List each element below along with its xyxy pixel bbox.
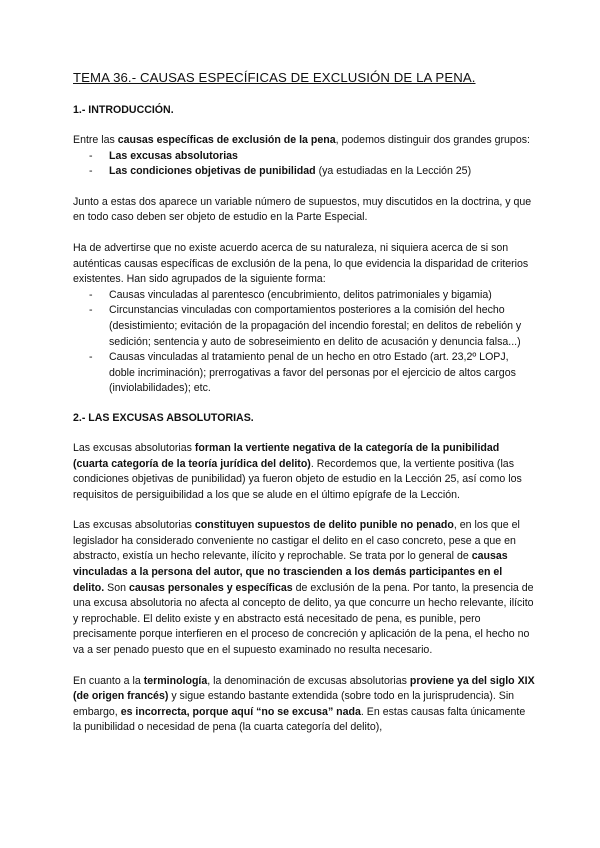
text-run: . Recordemos que, la vertiente positiva (las condiciones objetivas de punibilidad) ya fueron objeto de estudio en la Lección 25, así como los requisitos de persiguibilidad a los que se alude en el último epígrafe de la Lección. — [73, 457, 522, 501]
bold-text: forman la vertiente negativa de la categoría de la punibilidad (cuarta categoría de la teoría jurídica del delito) — [73, 441, 500, 470]
bold-text: Las condiciones objetivas de punibilidad — [109, 165, 316, 178]
text-run: , podemos distinguir dos grandes grupos: — [335, 134, 530, 146]
text-run: Las excusas absolutorias — [73, 519, 195, 532]
document-title: TEMA 36.- CAUSAS ESPECÍFICAS DE EXCLUSIÓN DE LA PENA. — [73, 70, 476, 85]
section-heading-excusas: 2.- LAS EXCUSAS ABSOLUTORIAS. — [73, 411, 254, 424]
bold-text: causas personales y específicas — [128, 581, 293, 594]
list-item — [73, 164, 535, 180]
bold-text: terminología — [143, 674, 208, 687]
document-page — [73, 70, 535, 751]
excusas-paragraph-1 — [73, 441, 535, 503]
intro-paragraph-3: Ha de advertirse que no existe acuerdo acerca de su naturaleza, ni siquiera acerca de si son auténticas causas específicas de exclusión de la pena, lo que evidencia la disparidad de criterios existentes. Han sido agrupados de la siguiente forma: — [73, 241, 529, 286]
list-item — [73, 149, 535, 165]
bold-text: proviene ya del siglo XIX (de origen francés) — [73, 674, 535, 703]
intro-paragraph-1 — [73, 133, 535, 149]
text-run: , la denominación de excusas absolutorias — [207, 674, 410, 687]
text-run: , en los que el legislador ha considerado conveniente no castigar el delito en el caso concreto, pese a que en abstracto, existía un hecho relevante, ilícito y reprochable. Se trata por lo general de — [73, 519, 520, 563]
intro-paragraph-2: Junto a estas dos aparece un variable número de supuestos, muy discutidos en la doctrina, y que en todo caso deben ser objeto de estudio en la Parte Especial. — [73, 195, 532, 224]
groups-list — [73, 149, 535, 180]
text-run: En cuanto a la — [73, 674, 144, 687]
list-item: - Circunstancias vinculadas con comportamientos posteriores a la comisión del hecho (desistimiento; evitación de la propagación del incendio forestal; en delitos de rebelión y sedición; sentencia y auto de sobreseimiento en delito de acusación y denuncia falsa...) — [73, 303, 535, 350]
text-run: Son — [104, 581, 129, 594]
bold-text: es incorrecta, porque aquí “no se excusa” nada — [120, 705, 361, 718]
excusas-paragraph-3 — [73, 674, 535, 736]
excusas-paragraph-2 — [73, 518, 535, 658]
list-item: - Causas vinculadas al parentesco (encubrimiento, delitos patrimoniales y bigamia) — [73, 288, 535, 304]
bold-text: constituyen supuestos de delito punible no penado — [194, 519, 454, 532]
text-run: Las excusas absolutorias — [73, 441, 195, 454]
supuestos-list — [73, 288, 535, 397]
text-run: de exclusión de la pena. Por tanto, la presencia de una excusa absolutoria no afecta al concepto de delito, ya que concurre un hecho relevante, ilícito y reprochable. El delito existe y en abstracto está necesitado de pena, es punible, pero precisamente porque interfieren en el proceso de concreción y aplicación de la pena, el hecho no va a ser penado puesto que en el supuesto examinado no resulta necesario. — [73, 581, 534, 657]
text-run: . En estas causas falta únicamente la punibilidad o necesidad de pena (la cuarta categoría del delito), — [73, 705, 526, 734]
text-run: Entre las — [73, 134, 118, 146]
bold-text: Las excusas absolutorias — [109, 149, 238, 162]
list-item: - Causas vinculadas al tratamiento penal de un hecho en otro Estado (art. 23,2º LOPJ, doble incriminación); prerrogativas a favor del personas por el ejercicio de altos cargos (inviolabilidades); etc. — [73, 350, 535, 397]
bold-text: causas vinculadas a la persona del autor, que no trascienden a los demás participantes en el delito. — [73, 550, 508, 594]
text-run: y sigue estando bastante extendida (sobre todo en la jurisprudencia). Sin embargo, — [73, 690, 515, 718]
bold-text: causas específicas de exclusión de la pena — [117, 134, 336, 146]
section-heading-introduccion: 1.- INTRODUCCIÓN. — [73, 104, 174, 116]
text-run: (ya estudiadas en la Lección 25) — [315, 165, 472, 178]
